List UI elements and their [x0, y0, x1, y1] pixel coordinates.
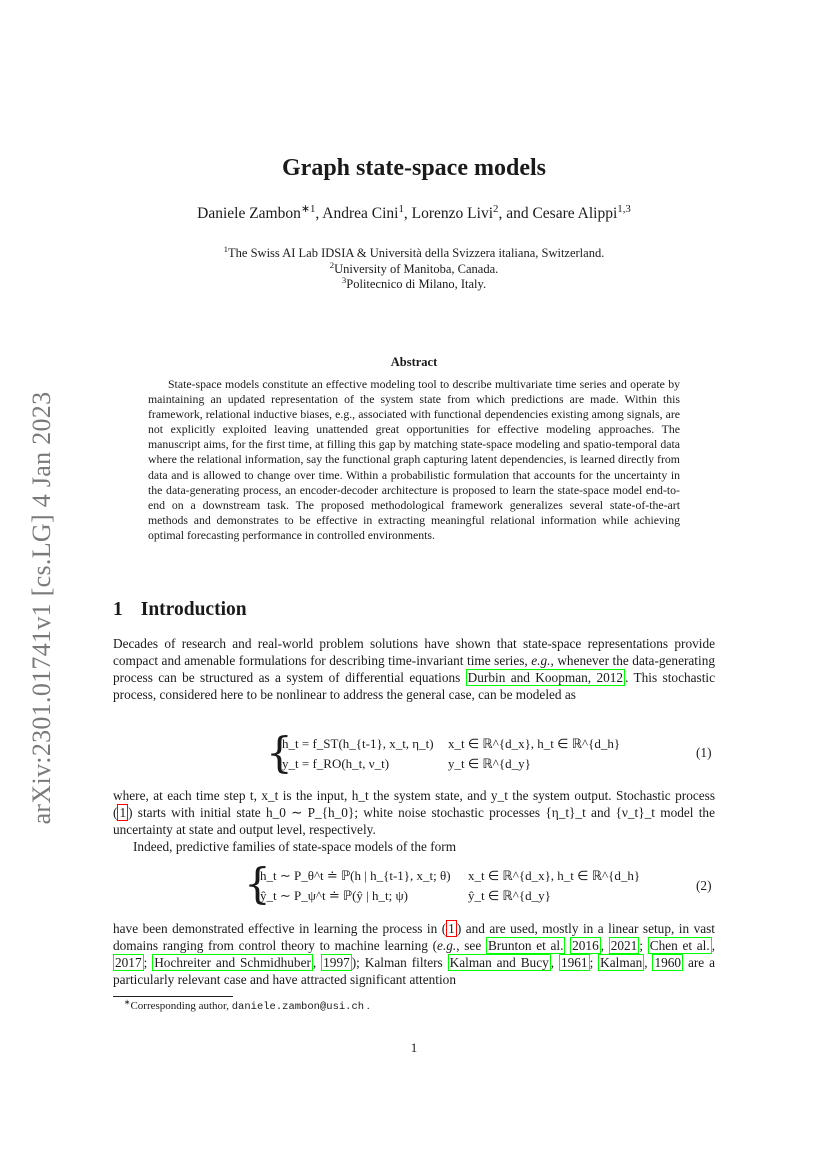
equation-ref-link[interactable]: 1: [448, 921, 455, 936]
footnote-text: Corresponding author,: [130, 1000, 232, 1012]
affiliation: [0, 243, 828, 261]
body-text: where, at each time step t, x_t is the input, h_t the system state, and y_t the system output. Stochastic process: [113, 788, 715, 803]
section-number: 1: [113, 599, 123, 620]
affiliation-text: Politecnico di Milano, Italy.: [346, 277, 487, 291]
arxiv-identifier: arXiv:2301.01741v1 [cs.LG] 4 Jan 2023: [27, 391, 56, 825]
footnote: [124, 997, 370, 1013]
author-name: Lorenzo Livi: [411, 205, 494, 222]
author-name: Cesare Alippi: [532, 205, 618, 222]
citation-link[interactable]: 1960: [654, 955, 682, 970]
email-link[interactable]: daniele.zambon@usi.ch: [231, 1001, 365, 1013]
equation-number: (1): [696, 745, 712, 760]
affiliation-marker: 1: [223, 243, 229, 254]
citation-link[interactable]: Chen et al.: [649, 938, 710, 953]
affiliation: [0, 274, 828, 292]
footnote-marker: ∗: [124, 997, 131, 1007]
body-text: , see: [456, 938, 486, 953]
affiliation-marker: 2: [329, 259, 335, 270]
equation-brace: {: [266, 728, 293, 777]
citation-link[interactable]: Brunton et al.: [487, 938, 564, 953]
footnote-rule: [113, 996, 233, 997]
affiliation-marker: 3: [341, 274, 347, 285]
body-text: ); Kalman filters: [351, 955, 448, 970]
citation-link[interactable]: 2017: [115, 955, 142, 970]
author-superscript: ∗1: [300, 202, 316, 215]
equation-number: (2): [696, 878, 712, 893]
paragraph-demonstrated: have been demonstrated effective in learning the process in ( 1 ) and are used, mostly in a linear setup, in vast domains ranging from control theory to machine learning (e.g., see Brunton et al. 2016 , 2021 ; Chen et al. , 2017 ; Hochreiter and Schmidhuber , 1997 ); Kalman filters Kalman and Bucy , 1961 ; Kalman , 1960 are a particularly relevant case and have attracted significant attention: [113, 921, 716, 987]
paragraph-process: where, at each time step t, x_t is the input, h_t the system state, and y_t the system output. Stochastic process ( 1 ) starts with initial state h_0 ∼ P_{h_0}; white noise stochastic processes {η_t}_t and {ν_t}_t model the uncertainty at state and output level, respectively.: [113, 788, 715, 837]
page-number: 1: [410, 1040, 418, 1055]
equation-brace: {: [244, 859, 271, 908]
equation-condition: ŷ_t ∈ ℝ^{d_y}: [468, 888, 551, 903]
body-text: are a particularly relevant case and have attracted significant attention: [113, 955, 715, 987]
citation-link[interactable]: Kalman and Bucy: [449, 955, 549, 970]
body-text: and are used, mostly in a linear setup, in vast domains ranging from control theory to machine learning (: [113, 921, 715, 953]
body-text: , whenever the data-generating process can be structured as a system of differential equations: [113, 653, 715, 685]
equation-line: h_t = f_ST(h_{t-1}, x_t, η_t): [282, 736, 434, 751]
equation-ref-link[interactable]: 1: [119, 805, 127, 820]
author-superscript: 2: [493, 202, 499, 215]
section-heading: [113, 599, 247, 621]
paragraph-families: Indeed, predictive families of state-space models of the form: [133, 839, 457, 854]
body-text: have been demonstrated effective in learning the process in: [113, 921, 442, 936]
equation-line: ŷ_t ∼ P_ψ^t ≐ ℙ(ŷ | h_t; ψ): [260, 888, 408, 903]
paper-title: Graph state-space models: [282, 155, 546, 181]
body-text: . This stochastic process, considered here to be nonlinear to address the general case, can be modeled as: [113, 670, 715, 702]
separator: ,: [315, 205, 323, 222]
citation-link[interactable]: Hochreiter and Schmidhuber: [154, 955, 311, 970]
affiliation-text: The Swiss AI Lab IDSIA & Università della Svizzera italiana, Switzerland.: [228, 246, 605, 260]
equation-condition: x_t ∈ ℝ^{d_x}, h_t ∈ ℝ^{d_h}: [448, 736, 621, 751]
abstract-body: State-space models constitute an effective modeling tool to describe multivariate time series and operate by maintaining an updated representation of the system state from which predictions are made. Within this framework, relational inductive biases, e.g., associated with functional dependencies existing among signals, are not explicitly exploited leaving unattended great opportunities for effective modeling approaches. The manuscript aims, for the first time, at filling this gap by matching state-space modeling and spatio-temporal data where the relational information, say the functional graph capturing latent dependencies, is learned directly from data and is allowed to change over time. Within a probabilistic formulation that accounts for the uncertainty in the data-generating process, an encoder-decoder architecture is proposed to learn the state-space model end-to-end on a downstream task. The proposed methodological framework generalizes several state-of-the-art methods and demonstrates to be effective in extracting meaningful relational information while achieving optimal forecasting performance in controlled environments.: [148, 377, 680, 542]
abstract-heading: Abstract: [390, 355, 438, 369]
body-text: e.g.: [437, 938, 457, 953]
citation-link[interactable]: Durbin and Koopman, 2012: [467, 670, 624, 685]
author-superscript: 1: [398, 202, 404, 215]
citation-link[interactable]: 1997: [323, 955, 350, 970]
author-superscript: 1,3: [617, 202, 631, 215]
paragraph-intro: [113, 635, 715, 703]
separator: , and: [498, 205, 533, 222]
author-name: Daniele Zambon: [197, 205, 301, 222]
body-text: e.g.: [531, 653, 551, 668]
citation-link[interactable]: 1961: [560, 955, 588, 970]
equation-condition: y_t ∈ ℝ^{d_y}: [448, 756, 531, 771]
equation-line: h_t ∼ P_θ^t ≐ ℙ(h | h_{t-1}, x_t; θ): [260, 868, 451, 883]
affiliation-text: University of Manitoba, Canada.: [334, 262, 499, 276]
affiliation: [0, 259, 828, 277]
footnote-text: .: [364, 1000, 370, 1012]
body-text: starts with initial state h_0 ∼ P_{h_0}; white noise stochastic processes {η_t}_t and {ν_t}_t model the uncertainty at state and output level, respectively.: [113, 805, 715, 837]
equation-condition: x_t ∈ ℝ^{d_x}, h_t ∈ ℝ^{d_h}: [468, 868, 641, 883]
author-name: Andrea Cini: [322, 205, 399, 222]
separator: ,: [403, 205, 412, 222]
equation-line: y_t = f_RO(h_t, ν_t): [282, 756, 390, 771]
citation-link[interactable]: Kalman: [600, 955, 643, 970]
arxiv-sidebar-stamp: [22, 378, 62, 838]
citation-link[interactable]: 2021: [610, 938, 638, 953]
citation-link[interactable]: 2016: [572, 938, 599, 953]
section-title: Introduction: [140, 599, 247, 620]
body-text: Decades of research and real-world problem solutions have shown that state-space representations provide compact and amenable formulations for describing time-invariant time series,: [113, 636, 715, 668]
author-list: [0, 202, 828, 223]
